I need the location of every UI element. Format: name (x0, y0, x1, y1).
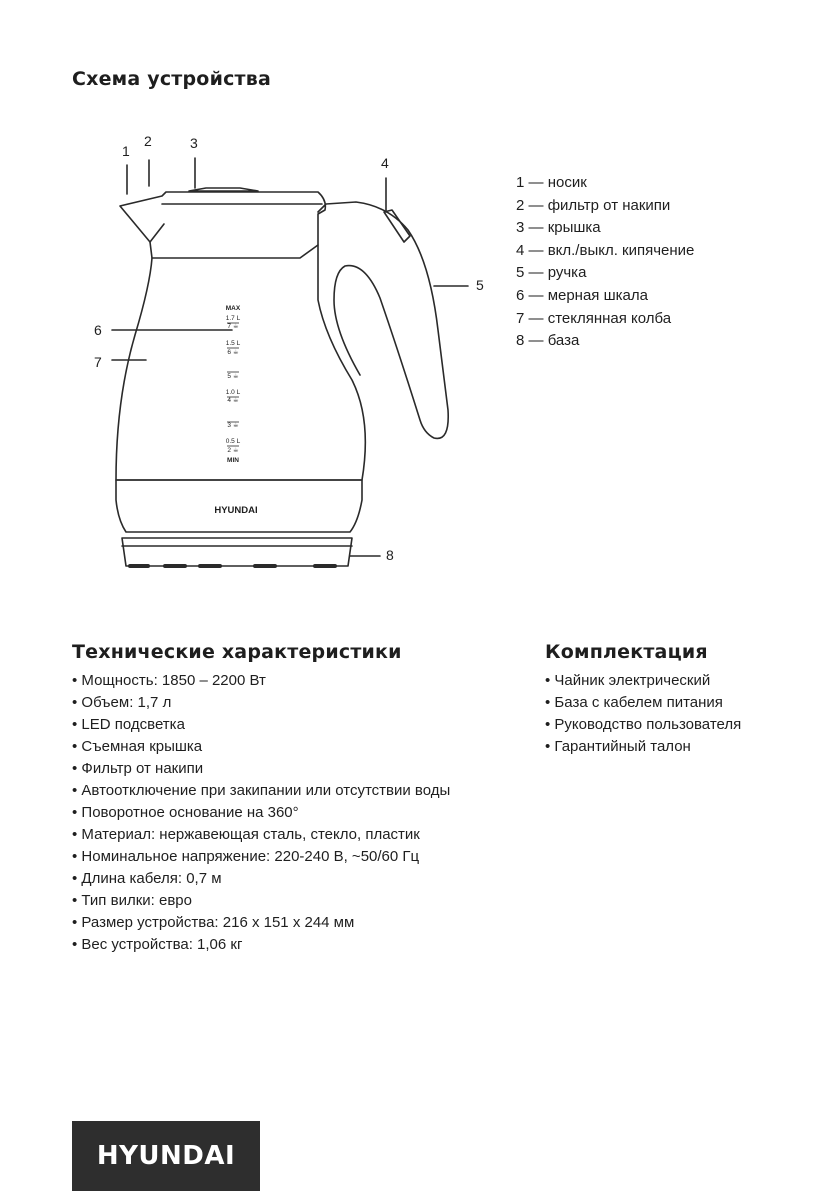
kettle-diagram (0, 120, 500, 580)
callout-6: 6 (94, 322, 102, 338)
scale-mark: 6 ☕ (227, 349, 239, 356)
scale-mark: 1.5 L (225, 340, 241, 347)
spec-item: • Автоотключение при закипании или отсутствии воды (72, 780, 450, 802)
switch-outline (384, 210, 410, 242)
legend-item: 5 — ручка (516, 262, 694, 285)
glass-flask (116, 245, 365, 480)
spec-item: • Размер устройства: 216 x 151 x 244 мм (72, 912, 450, 934)
legend-list (516, 172, 694, 353)
legend-item: 6 — мерная шкала (516, 285, 694, 308)
scale-mark: 2 ☕ (227, 447, 239, 454)
spec-item: • Вес устройства: 1,06 кг (72, 934, 450, 956)
kit-item: • Чайник электрический (545, 670, 741, 692)
scheme-title: Схема устройства (72, 68, 271, 90)
lid-knob (189, 188, 258, 191)
spec-item: • Материал: нержавеющая сталь, стекло, пластик (72, 824, 450, 846)
callout-4: 4 (381, 155, 389, 171)
callout-8: 8 (386, 547, 394, 563)
kit-item: • База с кабелем питания (545, 692, 741, 714)
spec-item: • Мощность: 1850 – 2200 Вт (72, 670, 450, 692)
measurement-scale (226, 305, 241, 464)
spec-item: • LED подсветка (72, 714, 450, 736)
scale-mark: 4 ☕ (227, 397, 239, 404)
kit-item: • Гарантийный талон (545, 736, 741, 758)
spec-item: • Номинальное напряжение: 220-240 В, ~50/60 Гц (72, 846, 450, 868)
spec-item: • Съемная крышка (72, 736, 450, 758)
scale-mark: 3 ☕ (227, 422, 239, 429)
handle-outline (318, 202, 448, 438)
scale-mark: 5 ☕ (227, 373, 239, 380)
scale-max: MAX (225, 305, 241, 312)
spec-item: • Поворотное основание на 360° (72, 802, 450, 824)
kit-item: • Руководство пользователя (545, 714, 741, 736)
legend-item: 8 — база (516, 330, 694, 353)
callout-1: 1 (122, 143, 130, 159)
callout-7: 7 (94, 354, 102, 370)
callout-5: 5 (476, 277, 484, 293)
kettle-cap (120, 192, 325, 258)
spec-item: • Фильтр от накипи (72, 758, 450, 780)
legend-item: 1 — носик (516, 172, 694, 195)
callout-2: 2 (144, 133, 152, 149)
kit-list (545, 670, 741, 758)
brand-logo: HYUNDAI (72, 1121, 260, 1191)
callout-3: 3 (190, 135, 198, 151)
legend-item: 2 — фильтр от накипи (516, 195, 694, 218)
kit-title: Комплектация (545, 641, 708, 663)
legend-item: 4 — вкл./выкл. кипячение (516, 240, 694, 263)
spec-item: • Длина кабеля: 0,7 м (72, 868, 450, 890)
scale-min: MIN (227, 457, 239, 464)
kettle-brand-label: HYUNDAI (214, 505, 258, 516)
spec-item: • Объем: 1,7 л (72, 692, 450, 714)
scale-mark: 0.5 L (225, 438, 241, 445)
legend-item: 7 — стеклянная колба (516, 308, 694, 331)
spec-item: • Тип вилки: евро (72, 890, 450, 912)
scale-mark: 1.7 L (225, 315, 241, 322)
stand-outline (122, 538, 352, 566)
scale-mark: 7 ☕ (227, 323, 239, 330)
legend-item: 3 — крышка (516, 217, 694, 240)
scale-mark: 1.0 L (225, 389, 241, 396)
specs-title: Технические характеристики (72, 641, 402, 663)
specs-list (72, 670, 450, 956)
